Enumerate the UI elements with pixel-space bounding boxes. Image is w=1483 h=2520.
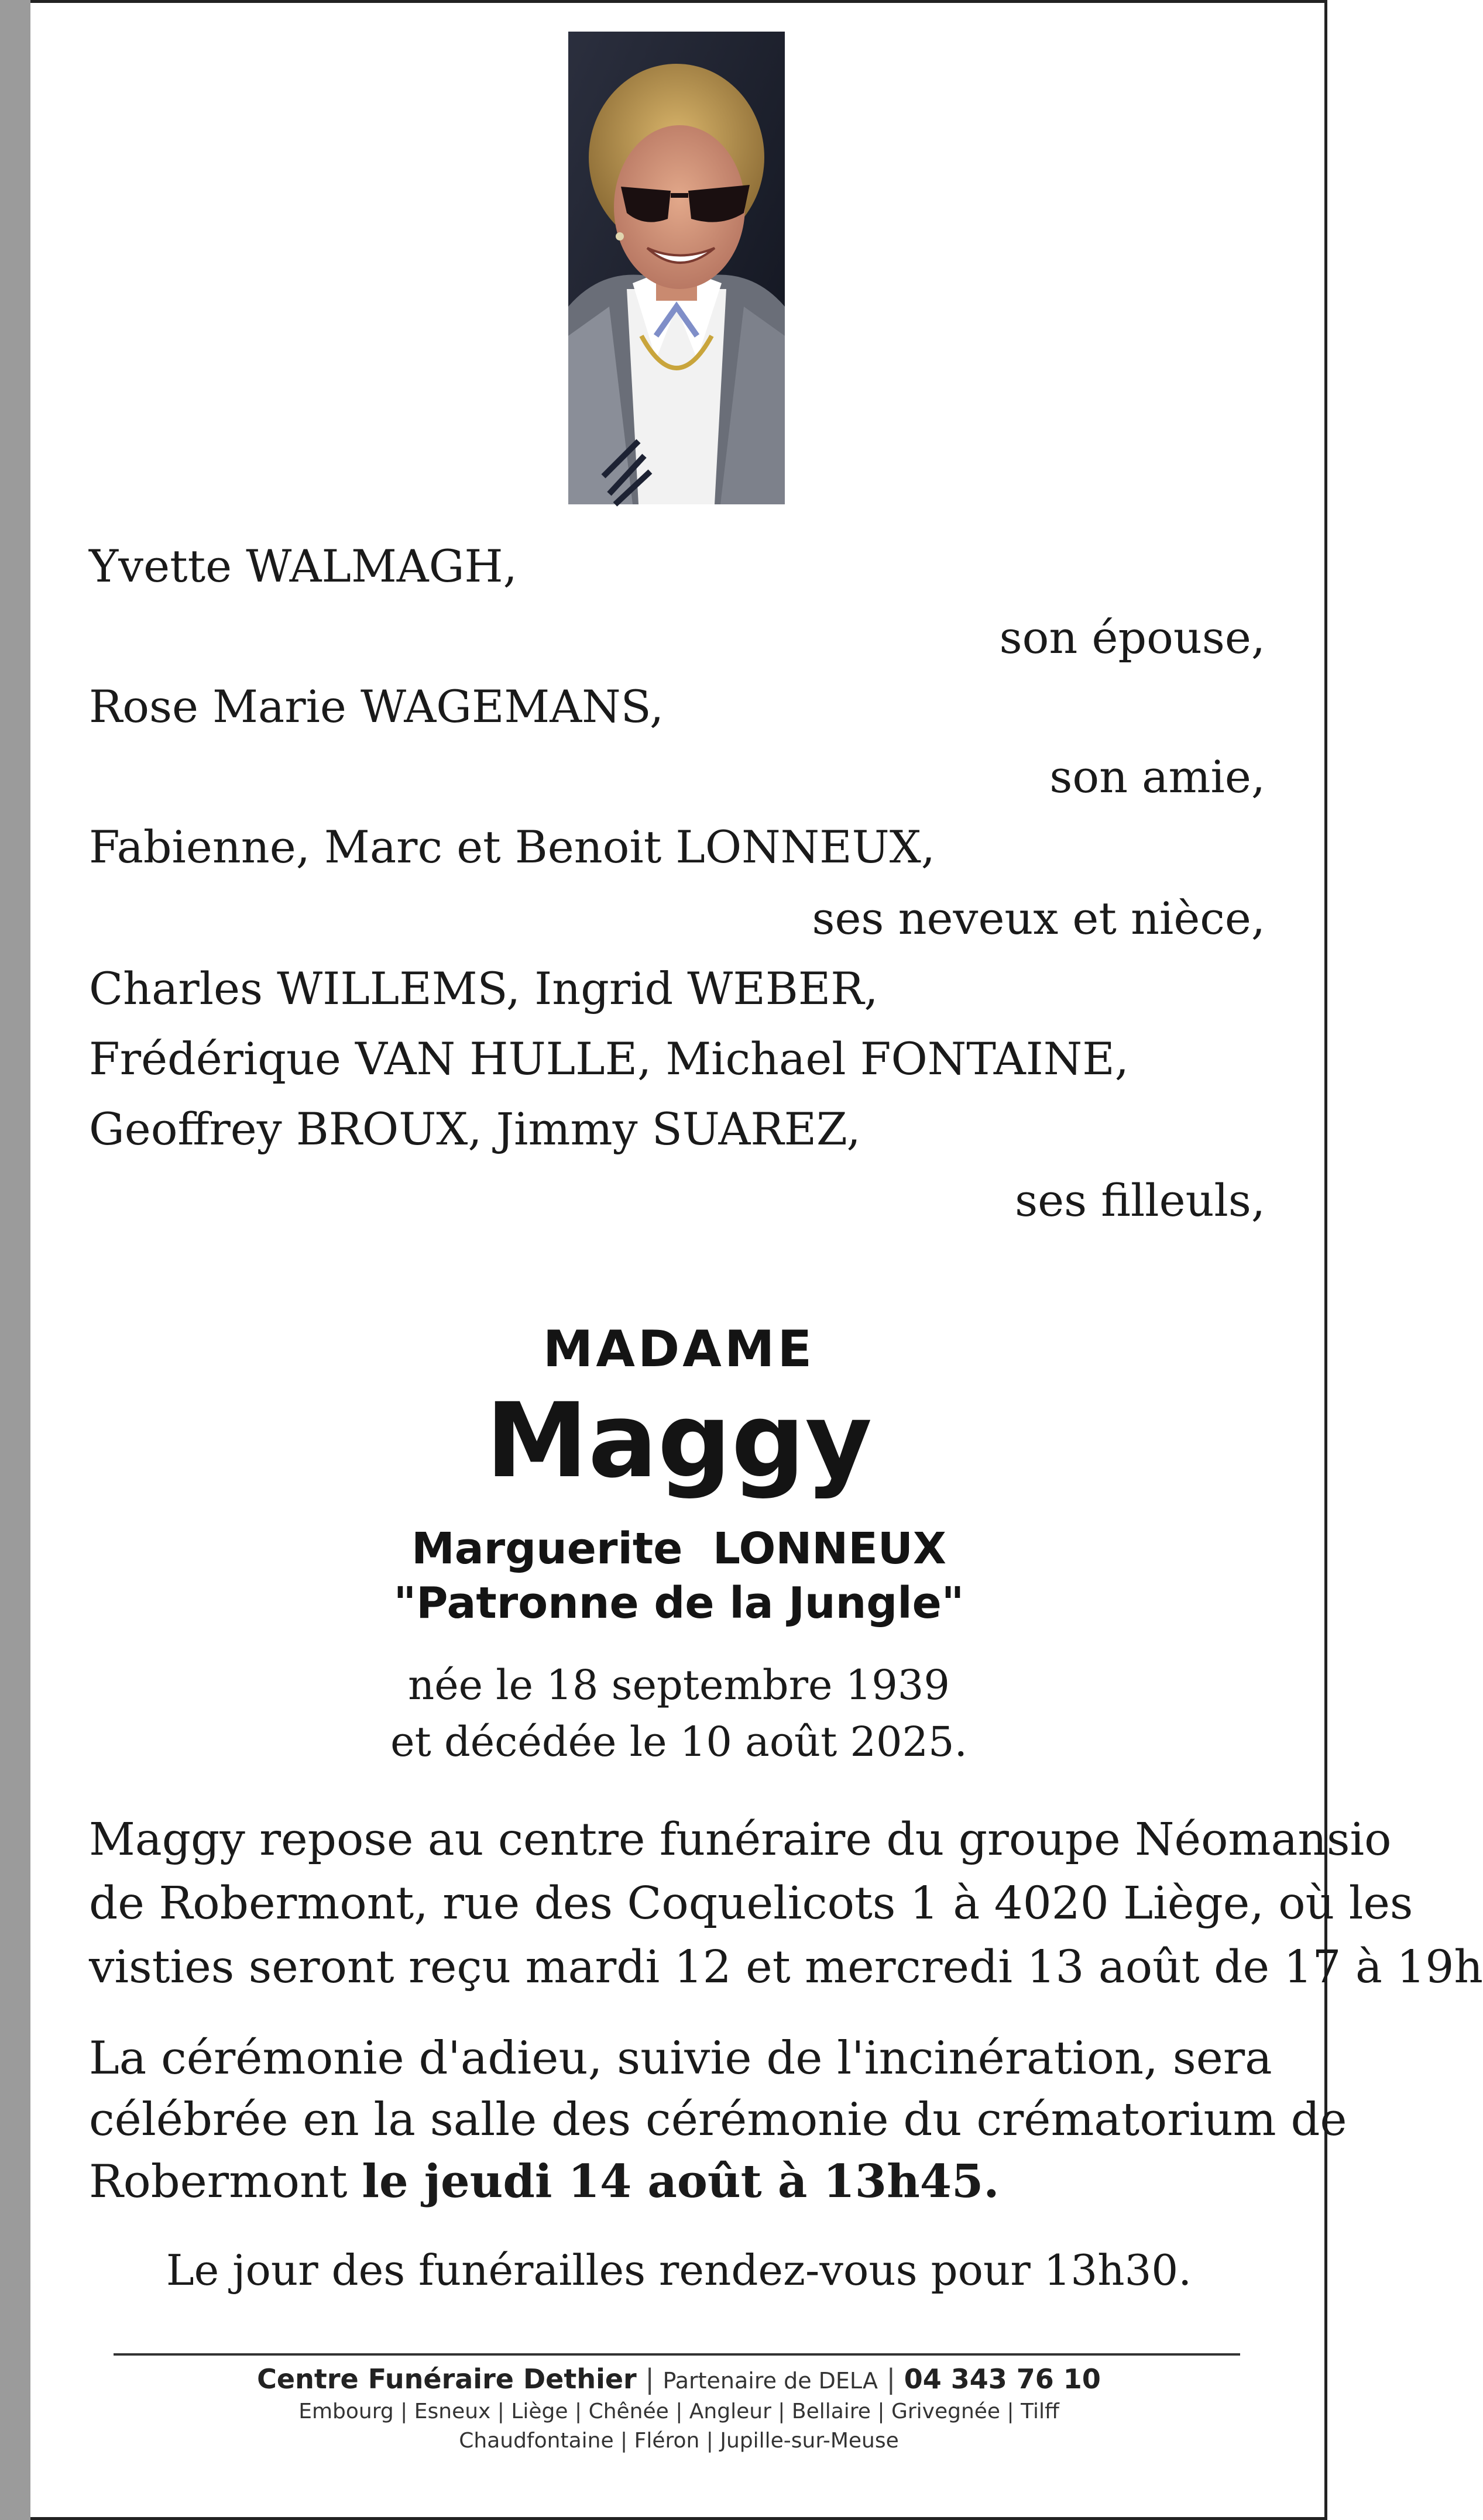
meeting-note: Le jour des funérailles rendez-vous pour 13h30. xyxy=(166,2246,1192,2295)
phone-number: 04 343 76 10 xyxy=(904,2363,1101,2395)
rest-line: Maggy repose au centre funéraire du groupe Néomansio xyxy=(89,1814,1392,1866)
family-line-spouse-relation: son épouse, xyxy=(999,611,1265,663)
rest-line: visties seront reçu mardi 12 et mercredi 13 août de 17 à 19h xyxy=(89,1941,1483,1993)
rest-paragraph xyxy=(89,1808,1483,1999)
family-line-friend-relation: son amie, xyxy=(1049,751,1265,803)
footer-locations-line-1: Embourg | Esneux | Liège | Chênée | Angleur | Bellaire | Grivegnée | Tilff xyxy=(298,2399,1059,2423)
rest-line: de Robermont, rue des Coquelicots 1 à 4020 Liège, où les xyxy=(89,1878,1413,1930)
company-name: Centre Funéraire Dethier xyxy=(257,2363,637,2395)
portrait-photo xyxy=(568,32,785,504)
family-line-godchildren-relation: ses filleuls, xyxy=(1015,1174,1265,1226)
ceremony-line: célébrée en la salle des cérémonie du crématorium de xyxy=(89,2093,1347,2146)
deceased-first-name: Maggy xyxy=(485,1381,873,1501)
footer-company-line xyxy=(30,2363,1327,2397)
frame-border-top xyxy=(30,0,1327,3)
family-line-godchildren-names-3: Geoffrey BROUX, Jimmy SUAREZ, xyxy=(89,1103,861,1155)
footer-divider xyxy=(114,2353,1240,2356)
ceremony-date-time: le jeudi 14 août à 13h45. xyxy=(362,2155,1000,2208)
left-margin-bar xyxy=(0,0,30,2520)
family-line-godchildren-names-1: Charles WILLEMS, Ingrid WEBER, xyxy=(89,962,878,1015)
ceremony-line: La cérémonie d'adieu, suivie de l'incinération, sera xyxy=(89,2032,1272,2085)
family-line-spouse-name: Yvette WALMAGH, xyxy=(89,540,517,592)
ceremony-place: Robermont xyxy=(89,2155,362,2208)
footer-separator: | xyxy=(886,2363,896,2395)
footer-separator: | xyxy=(645,2363,654,2395)
death-date: et décédée le 10 août 2025. xyxy=(390,1718,967,1766)
family-line-nephews-relation: ses neveux et nièce, xyxy=(812,892,1265,944)
ceremony-paragraph xyxy=(89,2028,1347,2213)
frame-border-bottom xyxy=(30,2517,1327,2520)
deceased-nickname: "Patronne de la Jungle" xyxy=(393,1578,964,1628)
deceased-full-name: Marguerite LONNEUX xyxy=(411,1524,946,1574)
family-line-nephews-names: Fabienne, Marc et Benoit LONNEUX, xyxy=(89,821,935,873)
family-line-friend-name: Rose Marie WAGEMANS, xyxy=(89,680,664,733)
footer-locations-line-2: Chaudfontaine | Fléron | Jupille-sur-Meuse xyxy=(459,2429,899,2453)
ceremony-line xyxy=(89,2151,1347,2213)
deceased-title: MADAME xyxy=(543,1320,815,1378)
birth-date: née le 18 septembre 1939 xyxy=(408,1661,950,1709)
family-line-godchildren-names-2: Frédérique VAN HULLE, Michael FONTAINE, xyxy=(89,1033,1129,1085)
partner-text: Partenaire de DELA xyxy=(662,2368,878,2394)
